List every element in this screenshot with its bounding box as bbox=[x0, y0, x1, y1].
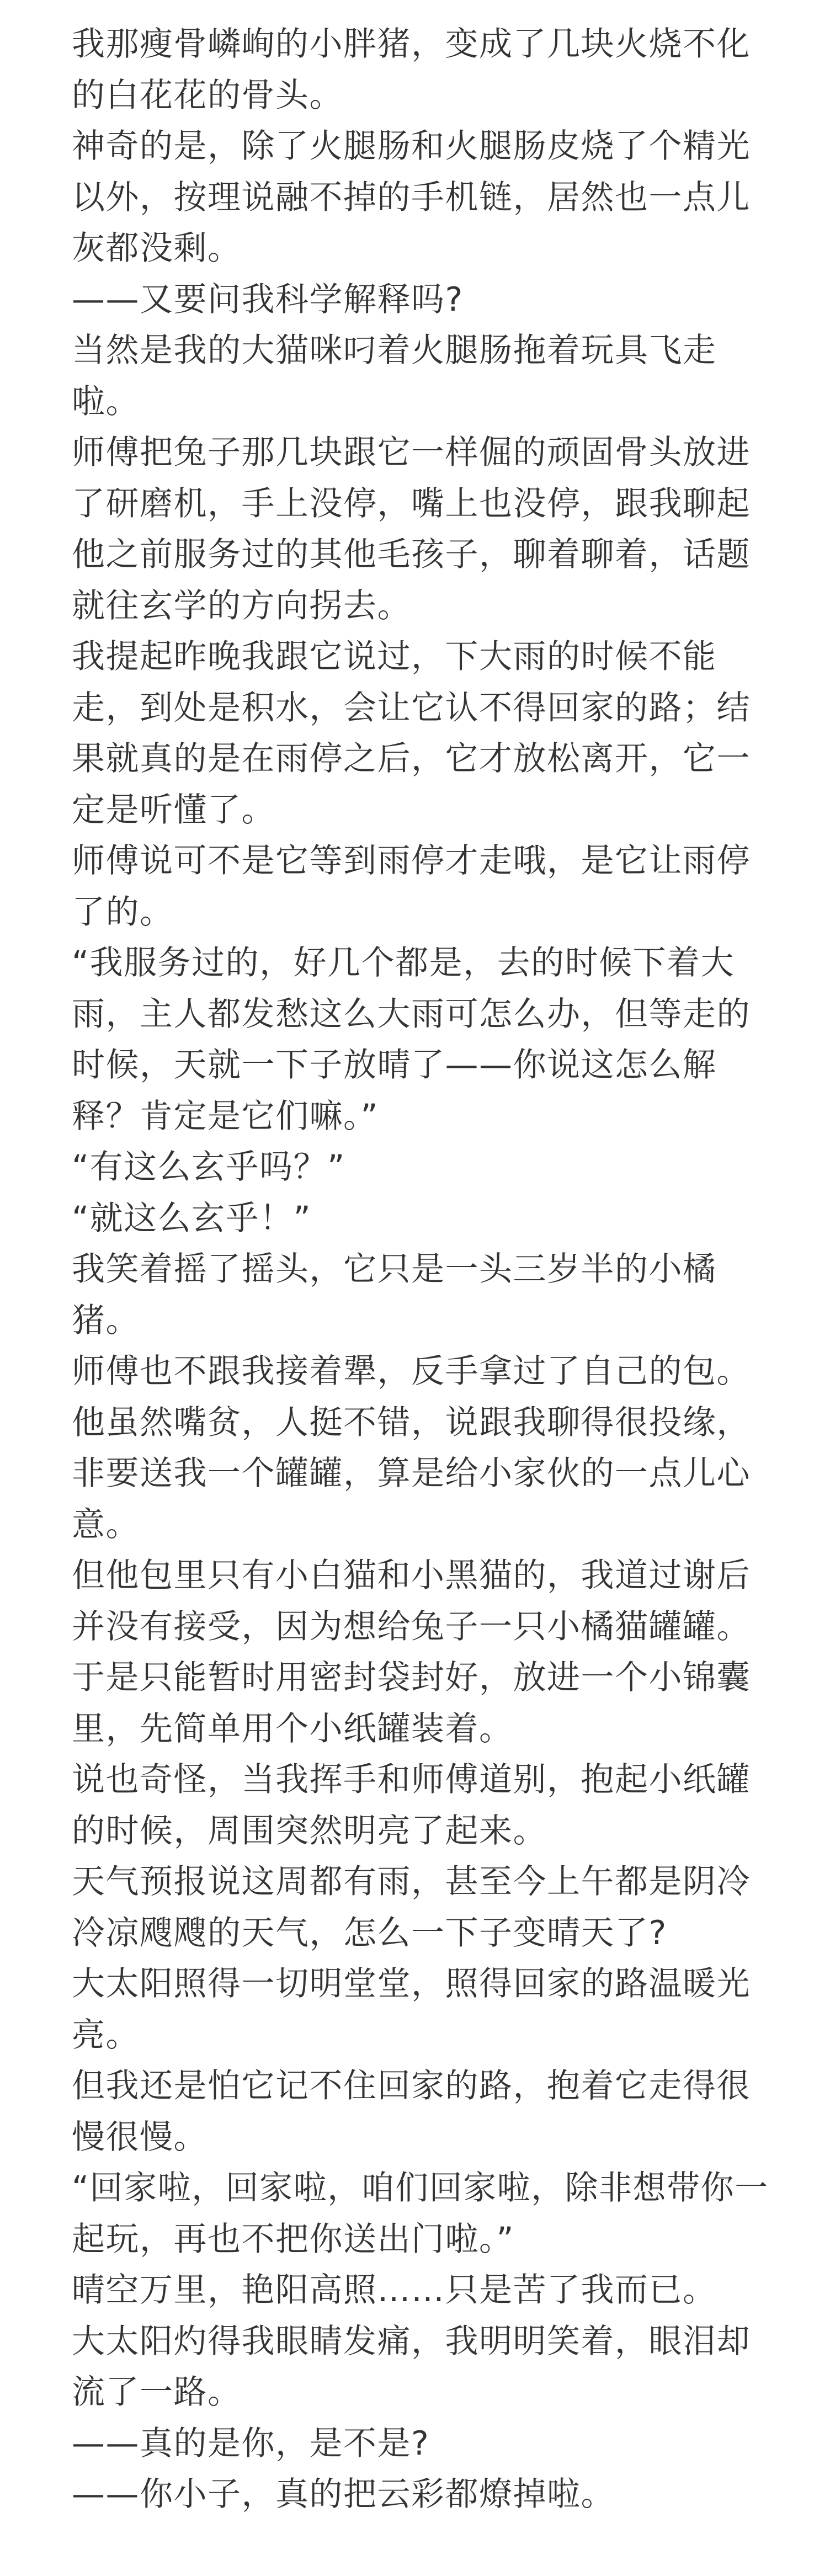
paragraph: ——你小子，真的把云彩都燎掉啦。 bbox=[72, 2475, 615, 2514]
paragraph: 大太阳照得一切明堂堂，照得回家的路温暖光亮。 bbox=[72, 1965, 751, 2055]
paragraph: “我服务过的，好几个都是，去的时候下着大雨，主人都发愁这么大雨可怎么办，但等走的时候，天就一下子放晴了——你说这怎么解释？肯定是它们嘛。” bbox=[72, 944, 751, 1136]
paragraph: “有这么玄乎吗？” bbox=[72, 1148, 345, 1186]
paragraph: 师傅把兔子那几块跟它一样倔的顽固骨头放进了研磨机，手上没停，嘴上也没停，跟我聊起他之前服务过的其他毛孩子，聊着聊着，话题就往玄学的方向拐去。 bbox=[72, 433, 751, 625]
paragraph: 当然是我的大猫咪叼着火腿肠拖着玩具飞走啦。 bbox=[72, 331, 717, 421]
paragraph: 说也奇怪，当我挥手和师傅道别，抱起小纸罐的时候，周围突然明亮了起来。 bbox=[72, 1760, 751, 1850]
paragraph: 晴空万里，艳阳高照……只是苦了我而已。 bbox=[72, 2271, 717, 2309]
paragraph: 大太阳灼得我眼睛发痛，我明明笑着，眼泪却流了一路。 bbox=[72, 2322, 751, 2412]
paragraph: 天气预报说这周都有雨，甚至今上午都是阴冷冷凉飕飕的天气，怎么一下子变晴天了? bbox=[72, 1862, 751, 1952]
paragraph: 师傅说可不是它等到雨停才走哦，是它让雨停了的。 bbox=[72, 842, 751, 932]
paragraph: “就这么玄乎！” bbox=[72, 1199, 312, 1238]
paragraph: 师傅也不跟我接着犟，反手拿过了自己的包。 bbox=[72, 1352, 751, 1391]
paragraph: 但我还是怕它记不住回家的路，抱着它走得很慢很慢。 bbox=[72, 2067, 751, 2157]
paragraph: 我那瘦骨嶙峋的小胖猪，变成了几块火烧不化的白花花的骨头。 bbox=[72, 25, 751, 115]
article-body bbox=[72, 19, 775, 2520]
paragraph: 他虽然嘴贫，人挺不错，说跟我聊得很投缘，非要送我一个罐罐，算是给小家伙的一点儿心意。 bbox=[72, 1403, 751, 1544]
paragraph: 我笑着摇了摇头，它只是一头三岁半的小橘猪。 bbox=[72, 1250, 717, 1340]
paragraph: 我提起昨晚我跟它说过，下大雨的时候不能走，到处是积水，会让它认不得回家的路；结果就真的是在雨停之后，它才放松离开，它一定是听懂了。 bbox=[72, 637, 751, 829]
paragraph: 于是只能暂时用密封袋封好，放进一个小锦囊里，先简单用个小纸罐装着。 bbox=[72, 1658, 751, 1748]
paragraph: ——真的是你，是不是? bbox=[72, 2424, 430, 2463]
paragraph: 但他包里只有小白猫和小黑猫的，我道过谢后并没有接受，因为想给兔子一只小橘猫罐罐。 bbox=[72, 1556, 751, 1646]
paragraph: 神奇的是，除了火腿肠和火腿肠皮烧了个精光以外，按理说融不掉的手机链，居然也一点儿灰都没剩。 bbox=[72, 127, 751, 268]
paragraph: ——又要问我科学解释吗? bbox=[72, 280, 464, 319]
paragraph: “回家啦，回家啦，咱们回家啦，除非想带你一起玩，再也不把你送出门啦。” bbox=[72, 2169, 769, 2259]
